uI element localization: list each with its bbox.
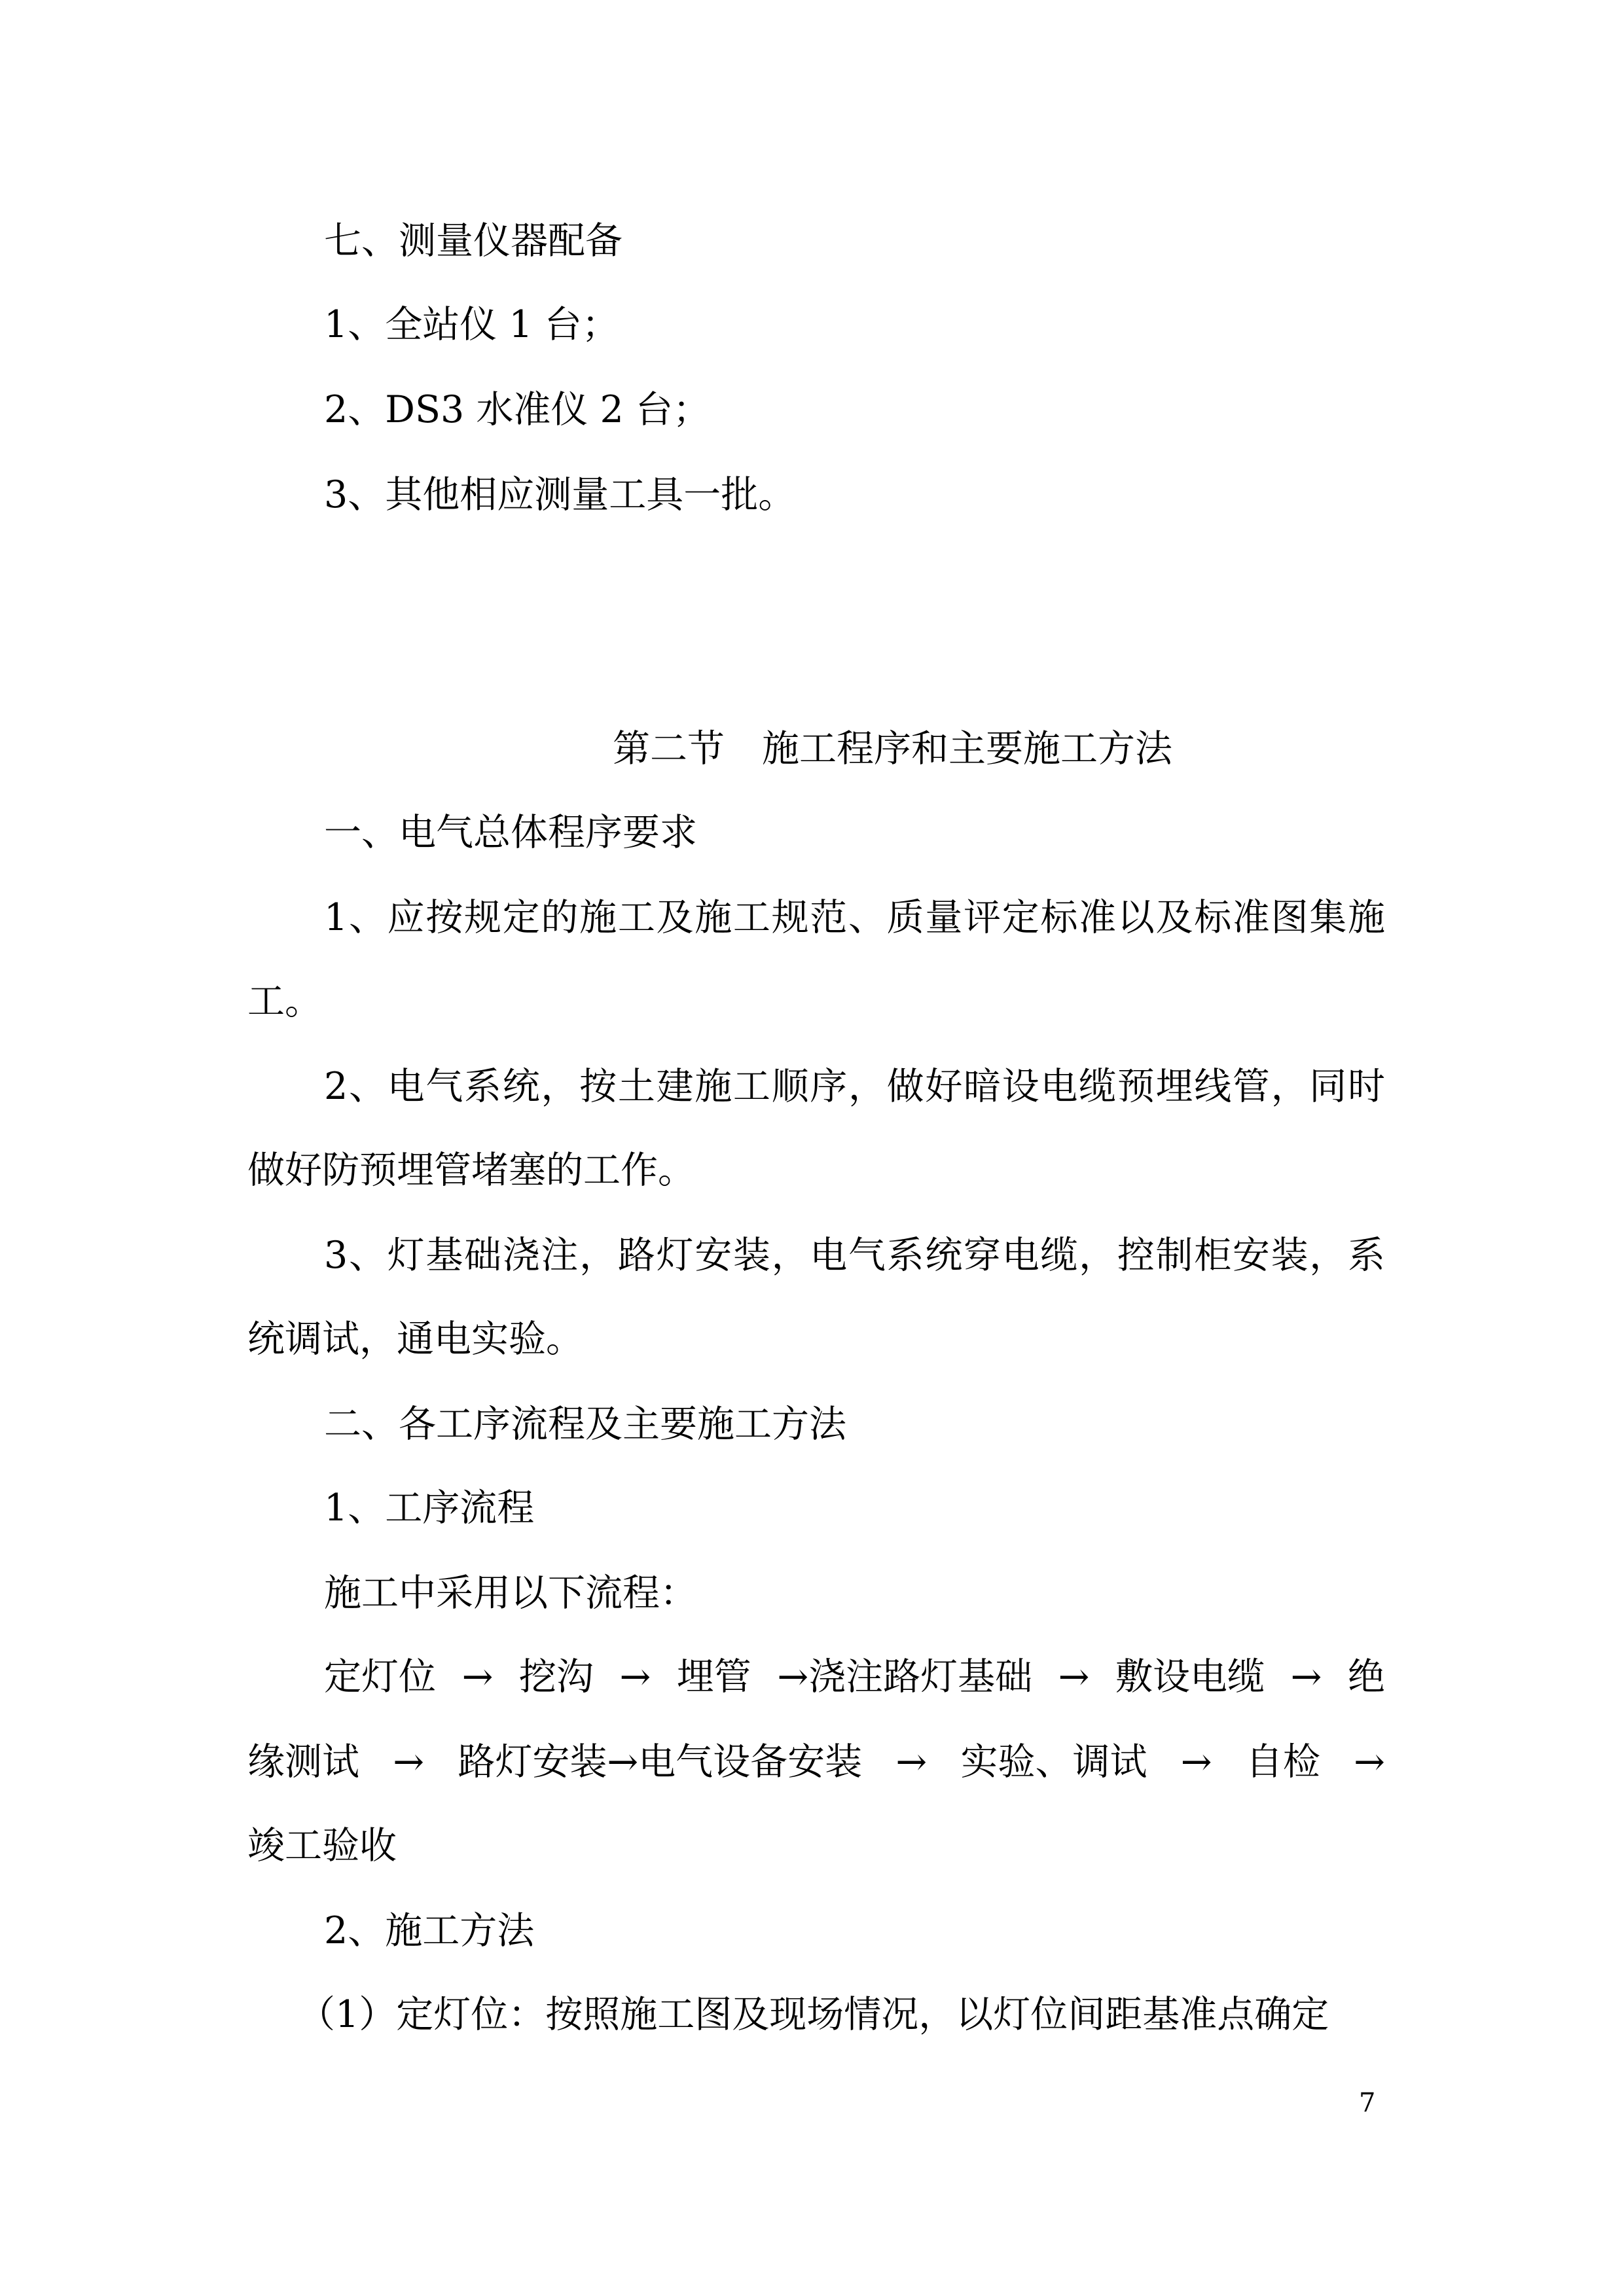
- flow-step: 绝: [1347, 1655, 1385, 1698]
- arrow-icon: →: [1180, 1740, 1212, 1784]
- paragraph-3-line-1: 3、灯基础浇注，路灯安装，电气系统穿电缆，控制柜安装，系: [324, 1234, 1385, 1277]
- flow-step: 埋管: [676, 1655, 751, 1698]
- flow-step: 挖沟: [518, 1655, 594, 1698]
- method-item-1: （1）定灯位：按照施工图及现场情况，以灯位间距基准点确定: [298, 1993, 1329, 2036]
- page-number: 7: [1359, 2088, 1376, 2118]
- section-heading-instruments: 七、测量仪器配备: [324, 219, 623, 262]
- flow-step: 自检: [1245, 1740, 1320, 1784]
- paragraph-3-line-2: 统调试，通电实验。: [247, 1318, 583, 1361]
- instrument-item-1: 1、全站仪 1 台；: [324, 303, 619, 346]
- flow-step: 缘测试: [247, 1740, 359, 1784]
- process-flow-subheading: 1、工序流程: [324, 1486, 535, 1530]
- process-flow-line-3: 竣工验收: [247, 1824, 397, 1867]
- part1-heading: 一、电气总体程序要求: [324, 811, 697, 854]
- process-flow-intro: 施工中采用以下流程：: [324, 1571, 697, 1615]
- arrow-icon: →: [619, 1655, 651, 1698]
- flow-step: →浇注路灯基础: [777, 1655, 1033, 1698]
- process-flow-line-2: [247, 1736, 1385, 1788]
- process-flow-line-1: [324, 1651, 1385, 1703]
- section-title: 第二节 施工程序和主要施工方法: [613, 727, 1172, 770]
- arrow-icon: →: [1354, 1740, 1385, 1784]
- paragraph-1-line-2: 工。: [247, 980, 322, 1023]
- arrow-icon: →: [895, 1740, 928, 1784]
- arrow-icon: →: [461, 1655, 494, 1698]
- instrument-item-2: 2、DS3 水准仪 2 台；: [324, 388, 710, 431]
- paragraph-2-line-2: 做好防预埋管堵塞的工作。: [247, 1149, 695, 1192]
- part2-heading: 二、各工序流程及主要施工方法: [324, 1403, 846, 1446]
- paragraph-2-line-1: 2、电气系统，按土建施工顺序，做好暗设电缆预埋线管，同时: [324, 1065, 1385, 1108]
- arrow-icon: →: [393, 1740, 425, 1784]
- construction-method-subheading: 2、施工方法: [324, 1909, 535, 1952]
- flow-step: 实验、调试: [960, 1740, 1147, 1784]
- instrument-item-3: 3、其他相应测量工具一批。: [324, 473, 796, 516]
- flow-step: 路灯安装→电气设备安装: [458, 1740, 863, 1784]
- paragraph-1-line-1: 1、应按规定的施工及施工规范、质量评定标准以及标准图集施: [324, 896, 1385, 939]
- arrow-icon: →: [1290, 1655, 1322, 1698]
- arrow-icon: →: [1058, 1655, 1090, 1698]
- flow-step: 敷设电缆: [1115, 1655, 1265, 1698]
- flow-step: 定灯位: [324, 1655, 436, 1698]
